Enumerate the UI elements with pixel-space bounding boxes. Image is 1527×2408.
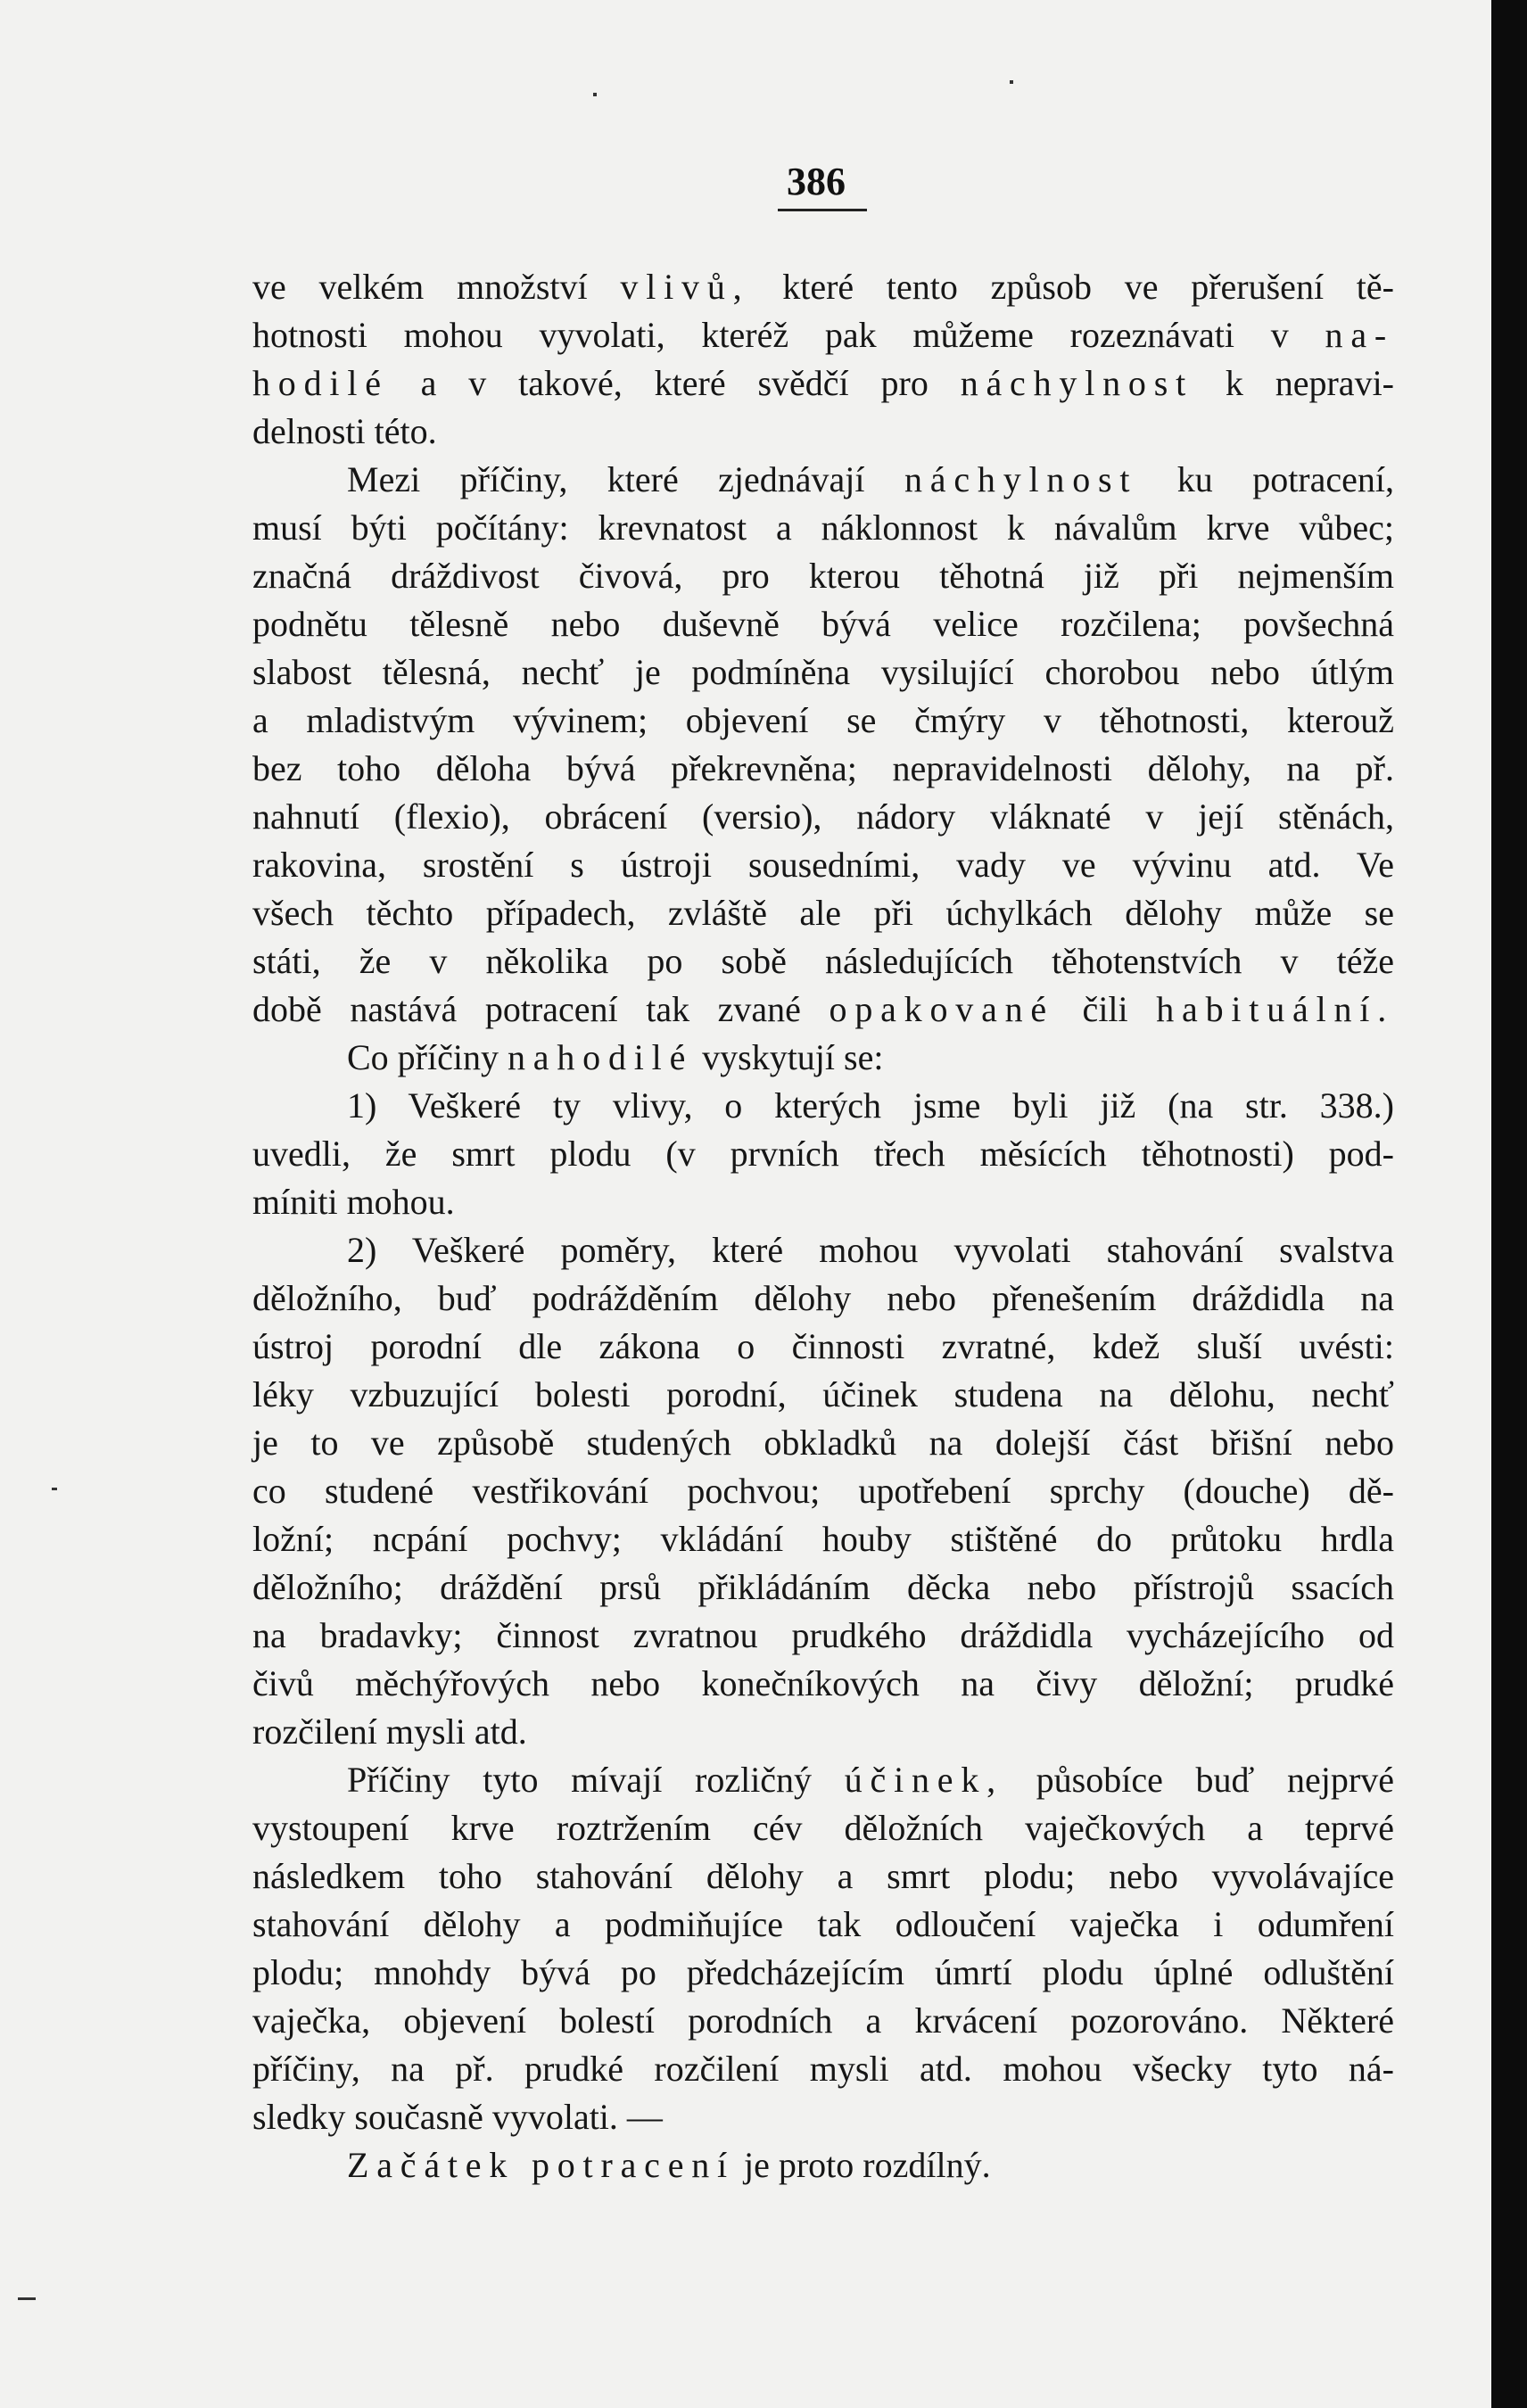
text-line: [252, 1515, 1394, 1563]
text-run: ku potracení,: [1137, 459, 1395, 499]
text-line: [252, 600, 1394, 648]
spaced-emphasis-text: habituální.: [1156, 989, 1394, 1029]
text-line: [252, 1756, 1394, 1804]
text-line: [252, 1371, 1394, 1419]
text-line: [252, 1708, 1394, 1756]
text-run: vyskytují se:: [693, 1037, 884, 1077]
text-line: [252, 552, 1394, 600]
text-run: a mladistvým vývinem; objevení se čmýry v těhotnosti, kterouž: [252, 700, 1394, 740]
text-line: [252, 1660, 1394, 1708]
text-line: [252, 1612, 1394, 1660]
text-run: musí býti počítány: krevnatost a náklonnost k návalům krve vůbec;: [252, 507, 1394, 548]
text-run: plodu; mnohdy bývá po předcházejícím úmrtí plodu úplné odluštění: [252, 1952, 1394, 1992]
text-run: příčiny, na př. prudké rozčilení mysli atd. mohou všecky tyto ná-: [252, 2049, 1394, 2089]
text-line: [252, 1082, 1394, 1130]
text-run: a v takové, které svědčí pro: [388, 363, 961, 403]
text-line: [252, 263, 1394, 311]
text-line: [252, 889, 1394, 937]
text-run: ložní; ncpání pochvy; vkládání houby stištěné do průtoku hrdla: [252, 1519, 1394, 1559]
text-line: [252, 2045, 1394, 2093]
spaced-emphasis-text: nahodilé: [507, 1037, 694, 1077]
text-run: sledky současně vyvolati. —: [252, 2097, 663, 2137]
text-run: vaječka, objevení bolestí porodních a krvácení pozorováno. Některé: [252, 2000, 1394, 2041]
text-line: [252, 793, 1394, 841]
spaced-emphasis-text: Začátek potracení: [347, 2145, 735, 2185]
spaced-emphasis-text: opakované: [829, 989, 1054, 1029]
text-run: Co příčiny: [347, 1037, 508, 1077]
text-run: je proto rozdílný.: [734, 2145, 991, 2185]
text-line: [252, 1178, 1394, 1226]
text-line: [252, 1467, 1394, 1515]
text-line: [252, 1274, 1394, 1323]
text-run: čivů měchýřových nebo konečníkových na čivy děložní; prudké: [252, 1663, 1394, 1703]
text-run: Mezi příčiny, které zjednávají: [347, 459, 904, 499]
text-run: ve velkém množství: [252, 267, 621, 307]
text-run: míniti mohou.: [252, 1182, 455, 1222]
text-line: [252, 1130, 1394, 1178]
text-run: které tento způsob ve přerušení tě-: [749, 267, 1394, 307]
text-line: [252, 2141, 1394, 2189]
text-run: vystoupení krve roztržením cév děložních vaječkových a teprvé: [252, 1808, 1394, 1848]
text-run: slabost tělesná, nechť je podmíněna vysilující chorobou nebo útlým: [252, 652, 1394, 692]
text-line: [252, 456, 1394, 504]
page-number-rule: [778, 209, 867, 211]
body-text: [252, 263, 1394, 2189]
text-run: 2) Veškeré poměry, které mohou vyvolati stahování svalstva: [347, 1230, 1394, 1270]
text-run: léky vzbuzující bolesti porodní, účinek studena na dělohu, nechť: [252, 1374, 1394, 1414]
spaced-emphasis-text: účinek,: [844, 1760, 1003, 1800]
text-line: [252, 359, 1394, 408]
spaced-emphasis-text: vlivů,: [620, 267, 750, 307]
spaced-emphasis-text: na-: [1325, 315, 1394, 355]
margin-speck: [593, 93, 597, 96]
text-run: Příčiny tyto mívají rozličný: [347, 1760, 845, 1800]
text-run: době nastává potracení tak zvané: [252, 989, 830, 1029]
spaced-emphasis-text: náchylnost: [960, 363, 1193, 403]
text-line: [252, 937, 1394, 985]
text-run: působíce buď nejprvé: [1003, 1760, 1394, 1800]
text-run: k nepravi-: [1193, 363, 1394, 403]
page-number: 386: [787, 160, 846, 203]
text-line: [252, 1226, 1394, 1274]
text-run: rakovina, srostění s ústroji sousedními, vady ve vývinu atd. Ve: [252, 845, 1394, 885]
text-run: následkem toho stahování dělohy a smrt plodu; nebo vyvolávajíce: [252, 1856, 1394, 1896]
text-run: všech těchto případech, zvláště ale při úchylkách dělohy může se: [252, 893, 1394, 933]
text-run: 1) Veškeré ty vlivy, o kterých jsme byli již (na str. 338.): [347, 1085, 1394, 1126]
text-line: [252, 745, 1394, 793]
text-run: rozčilení mysli atd.: [252, 1711, 527, 1752]
text-run: na bradavky; činnost zvratnou prudkého dráždidla vycházejícího od: [252, 1615, 1394, 1655]
text-line: [252, 1997, 1394, 2045]
text-line: [252, 1901, 1394, 1949]
text-run: uvedli, že smrt plodu (v prvních třech měsících těhotnosti) pod-: [252, 1134, 1394, 1174]
margin-speck: [52, 1488, 57, 1490]
text-run: čili: [1053, 989, 1157, 1029]
text-run: ústroj porodní dle zákona o činnosti zvratné, kdež sluší uvésti:: [252, 1326, 1394, 1366]
text-run: hotnosti mohou vyvolati, kteréž pak můžeme rozeznávati v: [252, 315, 1325, 355]
text-line: [252, 1804, 1394, 1852]
text-line: [252, 504, 1394, 552]
text-line: [252, 2093, 1394, 2141]
text-line: [252, 697, 1394, 745]
text-line: [252, 1852, 1394, 1901]
spaced-emphasis-text: náchylnost: [904, 459, 1138, 499]
text-run: děložního; dráždění prsů přikládáním děcka nebo přístrojů ssacích: [252, 1567, 1394, 1607]
text-run: nahnutí (flexio), obrácení (versio), nádory vláknaté v její stěnách,: [252, 796, 1394, 837]
text-line: [252, 1563, 1394, 1612]
text-line: [252, 311, 1394, 359]
spaced-emphasis-text: hodilé: [252, 363, 389, 403]
margin-speck: [18, 2297, 36, 2300]
text-run: značná dráždivost čivová, pro kterou těhotná již při nejmenším: [252, 556, 1394, 596]
text-run: děložního, buď podrážděním dělohy nebo přenešením dráždidla na: [252, 1278, 1394, 1318]
text-line: [252, 985, 1394, 1034]
text-line: [252, 1323, 1394, 1371]
text-run: státi, že v několika po sobě následujících těhotenstvích v téže: [252, 941, 1394, 981]
text-line: [252, 841, 1394, 889]
margin-speck: [1010, 80, 1013, 84]
text-run: delnosti této.: [252, 411, 437, 451]
text-line: [252, 1034, 1394, 1082]
text-line: [252, 1419, 1394, 1467]
text-line: [252, 408, 1394, 456]
text-line: [252, 648, 1394, 697]
text-run: stahování dělohy a podmiňujíce tak odloučení vaječka i odumření: [252, 1904, 1394, 1944]
text-line: [252, 1949, 1394, 1997]
text-run: podnětu tělesně nebo duševně bývá velice rozčilena; povšechná: [252, 604, 1394, 644]
text-run: je to ve způsobě studených obkladků na dolejší část břišní nebo: [252, 1423, 1394, 1463]
text-run: bez toho děloha bývá překrevněna; nepravidelnosti dělohy, na př.: [252, 748, 1394, 788]
text-run: co studené vestřikování pochvou; upotřebení sprchy (douche) dě-: [252, 1471, 1394, 1511]
